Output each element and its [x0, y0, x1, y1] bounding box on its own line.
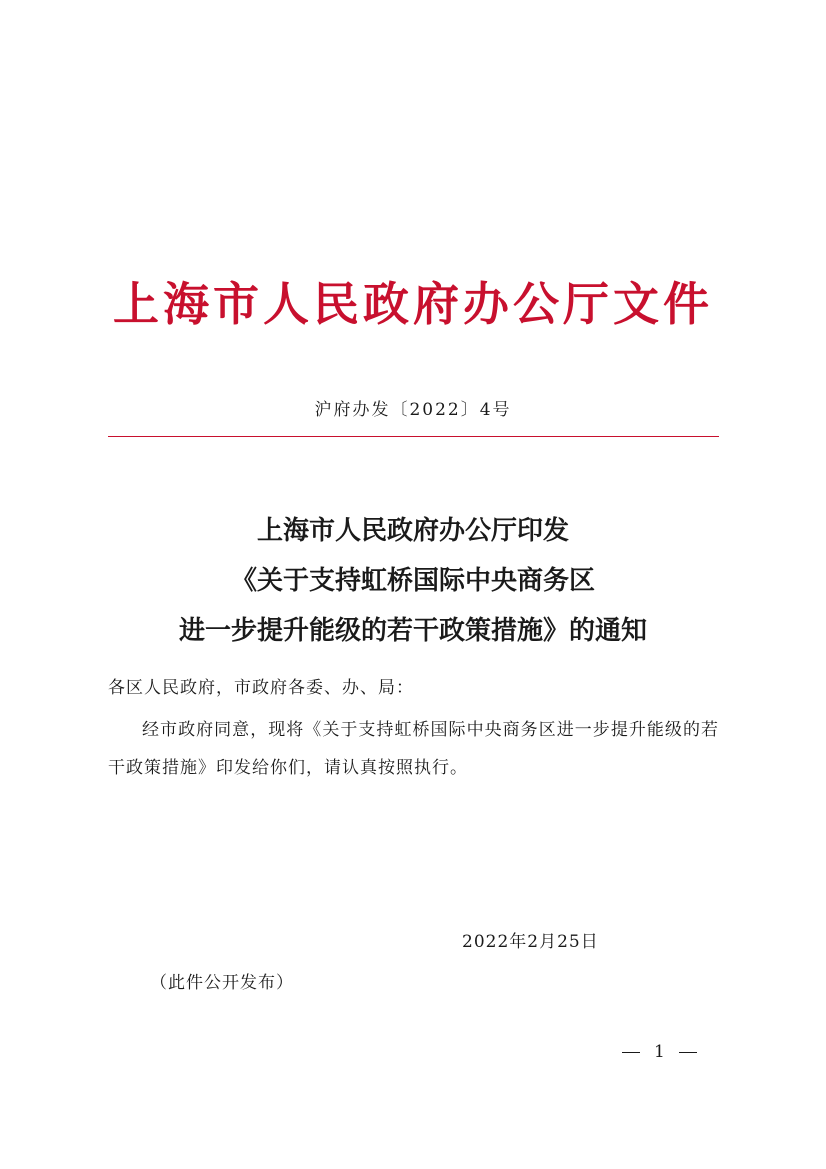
document-number: 沪府办发〔2022〕4号 — [314, 400, 512, 420]
notice-title-line-3: 进一步提升能级的若干政策措施》的通知 — [178, 616, 647, 646]
page-number — [622, 1038, 697, 1066]
issuing-authority-header: 上海市人民政府办公厅文件 — [113, 277, 713, 331]
page-number-right-dash — [679, 1052, 697, 1053]
notice-title-line-1: 上海市人民政府办公厅印发 — [256, 516, 569, 546]
notice-title — [0, 506, 826, 656]
page-number-left-dash — [622, 1052, 640, 1053]
red-divider-line — [108, 436, 719, 437]
notice-title-line-2: 《关于支持虹桥国际中央商务区 — [230, 566, 595, 596]
addressee-line: 各区人民政府，市政府各委、办、局： — [108, 678, 414, 698]
page-number-value: 1 — [654, 1042, 665, 1062]
publication-note: （此件公开发布） — [150, 973, 294, 993]
issue-date: 2022年2月25日 — [462, 932, 599, 952]
body-paragraph: 经市政府同意，现将《关于支持虹桥国际中央商务区进一步提升能级的若干政策措施》印发给你们，请认真按照执行。 — [108, 720, 719, 778]
